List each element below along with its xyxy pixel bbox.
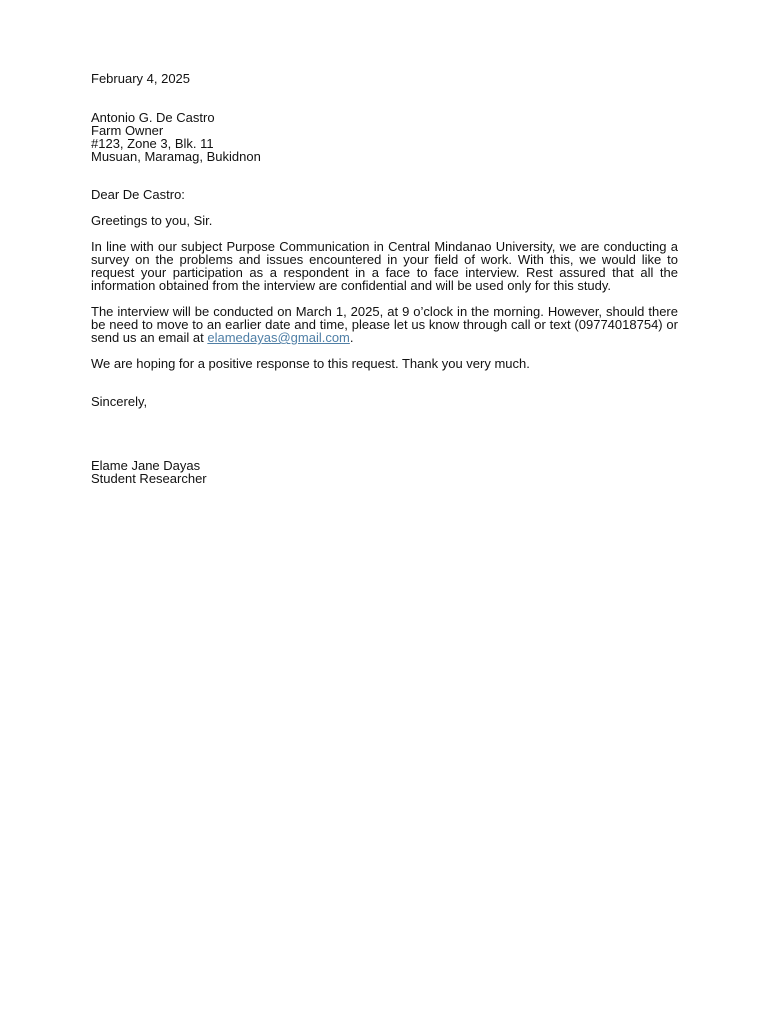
letter-date: February 4, 2025 [91, 71, 191, 86]
complimentary-close: Sincerely, [91, 394, 148, 409]
recipient-title: Farm Owner [91, 123, 164, 138]
sender-name: Elame Jane Dayas [91, 458, 201, 473]
sender-title: Student Researcher [91, 471, 207, 486]
recipient-address-line1: #123, Zone 3, Blk. 11 [91, 136, 214, 151]
body-paragraph-1: In line with our subject Purpose Communication in Central Mindanao University, we are conducting a survey on the problems and issues encountered in your field of work. With this, we would like to request your participation as a respondent in a face to face interview. Rest assured that all the information obtained from the interview are confidential and will be used only for this study. [91, 239, 678, 293]
recipient-address-block [91, 111, 678, 163]
recipient-address-line2: Musuan, Maramag, Bukidnon [91, 149, 261, 164]
body-paragraph-2-end: . [349, 330, 354, 345]
sender-signature-block [91, 459, 678, 485]
salutation: Dear De Castro: [91, 187, 185, 202]
letter-page [91, 72, 678, 485]
email-link[interactable]: elamedayas@gmail.com [207, 330, 350, 345]
greeting: Greetings to you, Sir. [91, 213, 213, 228]
recipient-name: Antonio G. De Castro [91, 110, 215, 125]
body-paragraph-2 [91, 305, 678, 344]
closing-paragraph: We are hoping for a positive response to this request. Thank you very much. [91, 356, 530, 371]
body-paragraph-2-text: The interview will be conducted on March 1, 2025, at 9 o’clock in the morning. However, should there be need to move to an earlier date and time, please let us know through call or text (09774018754) or send us an email at [91, 304, 678, 345]
